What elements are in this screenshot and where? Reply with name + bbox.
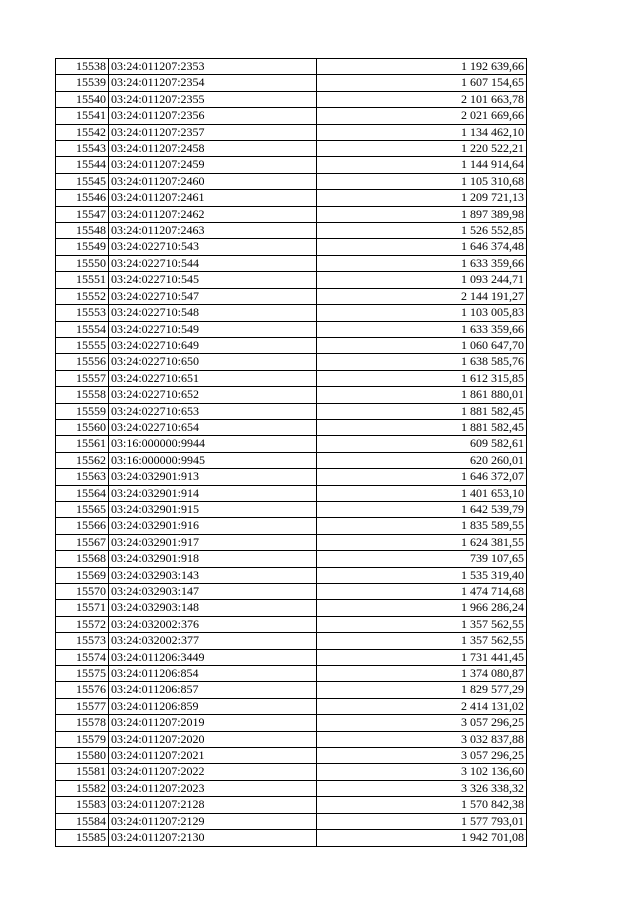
table-row	[56, 715, 527, 731]
row-index-cell: 15539	[56, 75, 109, 91]
table-row	[56, 501, 527, 517]
cadastral-number-cell: 03:24:032901:917	[109, 534, 317, 550]
table-row	[56, 534, 527, 550]
value-cell: 1 624 381,55	[317, 534, 527, 550]
value-cell: 1 093 244,71	[317, 272, 527, 288]
value-cell: 2 021 669,66	[317, 108, 527, 124]
cadastral-number-cell: 03:24:011207:2022	[109, 764, 317, 780]
cadastral-number-cell: 03:24:032901:914	[109, 485, 317, 501]
cadastral-number-cell: 03:24:032903:143	[109, 567, 317, 583]
row-index-cell: 15568	[56, 551, 109, 567]
table-row	[56, 354, 527, 370]
cadastral-number-cell: 03:24:011206:859	[109, 698, 317, 714]
value-cell: 2 144 191,27	[317, 288, 527, 304]
value-cell: 3 326 338,32	[317, 780, 527, 796]
cadastral-number-cell: 03:24:011207:2458	[109, 141, 317, 157]
row-index-cell: 15545	[56, 173, 109, 189]
table-row	[56, 272, 527, 288]
table-row	[56, 764, 527, 780]
cadastral-number-cell: 03:24:011207:2355	[109, 91, 317, 107]
value-cell: 2 101 663,78	[317, 91, 527, 107]
row-index-cell: 15543	[56, 141, 109, 157]
row-index-cell: 15580	[56, 748, 109, 764]
cadastral-number-cell: 03:24:011206:857	[109, 682, 317, 698]
cadastral-number-cell: 03:24:011207:2463	[109, 223, 317, 239]
row-index-cell: 15546	[56, 190, 109, 206]
value-cell: 1 638 585,76	[317, 354, 527, 370]
cadastral-number-cell: 03:24:022710:649	[109, 337, 317, 353]
value-cell: 1 357 562,55	[317, 633, 527, 649]
value-cell: 1 612 315,85	[317, 370, 527, 386]
row-index-cell: 15571	[56, 600, 109, 616]
row-index-cell: 15570	[56, 584, 109, 600]
table-row	[56, 731, 527, 747]
cadastral-number-cell: 03:24:011207:2461	[109, 190, 317, 206]
table-row	[56, 682, 527, 698]
cadastral-number-cell: 03:24:022710:548	[109, 305, 317, 321]
row-index-cell: 15551	[56, 272, 109, 288]
row-index-cell: 15577	[56, 698, 109, 714]
row-index-cell: 15582	[56, 780, 109, 796]
value-cell: 1 577 793,01	[317, 813, 527, 829]
row-index-cell: 15554	[56, 321, 109, 337]
table-row	[56, 239, 527, 255]
value-cell: 1 103 005,83	[317, 305, 527, 321]
value-cell: 1 835 589,55	[317, 518, 527, 534]
row-index-cell: 15574	[56, 649, 109, 665]
cadastral-number-cell: 03:24:022710:549	[109, 321, 317, 337]
value-cell: 1 966 286,24	[317, 600, 527, 616]
table-row	[56, 584, 527, 600]
value-cell: 1 861 880,01	[317, 387, 527, 403]
table-row	[56, 830, 527, 846]
row-index-cell: 15557	[56, 370, 109, 386]
cadastral-number-cell: 03:24:022710:654	[109, 419, 317, 435]
row-index-cell: 15573	[56, 633, 109, 649]
value-cell: 1 060 647,70	[317, 337, 527, 353]
table-row	[56, 813, 527, 829]
row-index-cell: 15552	[56, 288, 109, 304]
value-cell: 1 633 359,66	[317, 321, 527, 337]
table-row	[56, 469, 527, 485]
value-cell: 1 535 319,40	[317, 567, 527, 583]
table-row	[56, 337, 527, 353]
row-index-cell: 15559	[56, 403, 109, 419]
cadastral-number-cell: 03:24:011206:3449	[109, 649, 317, 665]
row-index-cell: 15578	[56, 715, 109, 731]
value-cell: 1 731 441,45	[317, 649, 527, 665]
cadastral-number-cell: 03:24:011207:2019	[109, 715, 317, 731]
cadastral-number-cell: 03:24:022710:651	[109, 370, 317, 386]
row-index-cell: 15581	[56, 764, 109, 780]
value-cell: 1 646 372,07	[317, 469, 527, 485]
table-row	[56, 600, 527, 616]
row-index-cell: 15549	[56, 239, 109, 255]
data-table	[55, 58, 527, 847]
value-cell: 1 401 653,10	[317, 485, 527, 501]
table-row	[56, 157, 527, 173]
value-cell: 1 220 522,21	[317, 141, 527, 157]
value-cell: 3 102 136,60	[317, 764, 527, 780]
row-index-cell: 15550	[56, 255, 109, 271]
cadastral-number-cell: 03:24:011207:2353	[109, 59, 317, 75]
row-index-cell: 15542	[56, 124, 109, 140]
row-index-cell: 15558	[56, 387, 109, 403]
value-cell: 620 260,01	[317, 452, 527, 468]
cadastral-number-cell: 03:24:032903:147	[109, 584, 317, 600]
table-row	[56, 288, 527, 304]
cadastral-number-cell: 03:24:032002:377	[109, 633, 317, 649]
table-row	[56, 255, 527, 271]
row-index-cell: 15575	[56, 666, 109, 682]
value-cell: 1 144 914,64	[317, 157, 527, 173]
row-index-cell: 15553	[56, 305, 109, 321]
cadastral-number-cell: 03:24:011207:2021	[109, 748, 317, 764]
cadastral-number-cell: 03:24:022710:544	[109, 255, 317, 271]
value-cell: 1 192 639,66	[317, 59, 527, 75]
value-cell: 1 829 577,29	[317, 682, 527, 698]
cadastral-number-cell: 03:24:011207:2130	[109, 830, 317, 846]
row-index-cell: 15576	[56, 682, 109, 698]
cadastral-number-cell: 03:24:032901:915	[109, 501, 317, 517]
row-index-cell: 15584	[56, 813, 109, 829]
row-index-cell: 15541	[56, 108, 109, 124]
row-index-cell: 15565	[56, 501, 109, 517]
value-cell: 1 357 562,55	[317, 616, 527, 632]
cadastral-number-cell: 03:24:032002:376	[109, 616, 317, 632]
value-cell: 1 942 701,08	[317, 830, 527, 846]
cadastral-number-cell: 03:24:022710:543	[109, 239, 317, 255]
value-cell: 1 474 714,68	[317, 584, 527, 600]
cadastral-number-cell: 03:24:011206:854	[109, 666, 317, 682]
table-row	[56, 108, 527, 124]
row-index-cell: 15561	[56, 436, 109, 452]
table-row	[56, 173, 527, 189]
row-index-cell: 15563	[56, 469, 109, 485]
table-row	[56, 748, 527, 764]
cadastral-number-cell: 03:24:011207:2356	[109, 108, 317, 124]
row-index-cell: 15572	[56, 616, 109, 632]
value-cell: 1 881 582,45	[317, 403, 527, 419]
cadastral-number-cell: 03:24:022710:653	[109, 403, 317, 419]
value-cell: 1 633 359,66	[317, 255, 527, 271]
table-row	[56, 387, 527, 403]
value-cell: 1 105 310,68	[317, 173, 527, 189]
cadastral-number-cell: 03:24:011207:2023	[109, 780, 317, 796]
value-cell: 1 209 721,13	[317, 190, 527, 206]
row-index-cell: 15548	[56, 223, 109, 239]
cadastral-number-cell: 03:24:011207:2460	[109, 173, 317, 189]
cadastral-number-cell: 03:24:032901:918	[109, 551, 317, 567]
row-index-cell: 15583	[56, 797, 109, 813]
table-row	[56, 551, 527, 567]
row-index-cell: 15555	[56, 337, 109, 353]
table-row	[56, 797, 527, 813]
value-cell: 739 107,65	[317, 551, 527, 567]
cadastral-number-cell: 03:24:022710:545	[109, 272, 317, 288]
cadastral-number-cell: 03:24:011207:2128	[109, 797, 317, 813]
cadastral-number-cell: 03:24:011207:2357	[109, 124, 317, 140]
cadastral-number-cell: 03:24:022710:650	[109, 354, 317, 370]
cadastral-number-cell: 03:24:032903:148	[109, 600, 317, 616]
row-index-cell: 15562	[56, 452, 109, 468]
row-index-cell: 15566	[56, 518, 109, 534]
cadastral-number-cell: 03:24:011207:2020	[109, 731, 317, 747]
table-row	[56, 190, 527, 206]
table-row	[56, 223, 527, 239]
table-row	[56, 666, 527, 682]
row-index-cell: 15569	[56, 567, 109, 583]
table-row	[56, 59, 527, 75]
value-cell: 1 607 154,65	[317, 75, 527, 91]
value-cell: 609 582,61	[317, 436, 527, 452]
table-row	[56, 321, 527, 337]
row-index-cell: 15547	[56, 206, 109, 222]
cadastral-number-cell: 03:16:000000:9945	[109, 452, 317, 468]
row-index-cell: 15579	[56, 731, 109, 747]
table-row	[56, 698, 527, 714]
value-cell: 1 646 374,48	[317, 239, 527, 255]
table-row	[56, 75, 527, 91]
value-cell: 3 032 837,88	[317, 731, 527, 747]
table-row	[56, 370, 527, 386]
table-row	[56, 305, 527, 321]
table-row	[56, 780, 527, 796]
cadastral-number-cell: 03:24:032901:913	[109, 469, 317, 485]
row-index-cell: 15538	[56, 59, 109, 75]
table-row	[56, 649, 527, 665]
table-row	[56, 91, 527, 107]
value-cell: 1 881 582,45	[317, 419, 527, 435]
cadastral-number-cell: 03:24:011207:2462	[109, 206, 317, 222]
table-body	[56, 59, 527, 847]
cadastral-number-cell: 03:24:011207:2354	[109, 75, 317, 91]
table-row	[56, 436, 527, 452]
row-index-cell: 15560	[56, 419, 109, 435]
value-cell: 1 897 389,98	[317, 206, 527, 222]
cadastral-number-cell: 03:24:011207:2459	[109, 157, 317, 173]
row-index-cell: 15540	[56, 91, 109, 107]
value-cell: 1 526 552,85	[317, 223, 527, 239]
row-index-cell: 15556	[56, 354, 109, 370]
value-cell: 2 414 131,02	[317, 698, 527, 714]
table-row	[56, 206, 527, 222]
row-index-cell: 15544	[56, 157, 109, 173]
table-row	[56, 403, 527, 419]
table-row	[56, 633, 527, 649]
table-row	[56, 485, 527, 501]
table-row	[56, 141, 527, 157]
table-row	[56, 452, 527, 468]
value-cell: 3 057 296,25	[317, 715, 527, 731]
cadastral-number-cell: 03:24:022710:547	[109, 288, 317, 304]
table-row	[56, 124, 527, 140]
value-cell: 1 570 842,38	[317, 797, 527, 813]
value-cell: 1 134 462,10	[317, 124, 527, 140]
row-index-cell: 15585	[56, 830, 109, 846]
value-cell: 1 374 080,87	[317, 666, 527, 682]
cadastral-number-cell: 03:24:022710:652	[109, 387, 317, 403]
table-row	[56, 567, 527, 583]
cadastral-number-cell: 03:16:000000:9944	[109, 436, 317, 452]
value-cell: 3 057 296,25	[317, 748, 527, 764]
cadastral-number-cell: 03:24:032901:916	[109, 518, 317, 534]
value-cell: 1 642 539,79	[317, 501, 527, 517]
table-row	[56, 616, 527, 632]
cadastral-number-cell: 03:24:011207:2129	[109, 813, 317, 829]
table-row	[56, 419, 527, 435]
row-index-cell: 15567	[56, 534, 109, 550]
row-index-cell: 15564	[56, 485, 109, 501]
table-row	[56, 518, 527, 534]
